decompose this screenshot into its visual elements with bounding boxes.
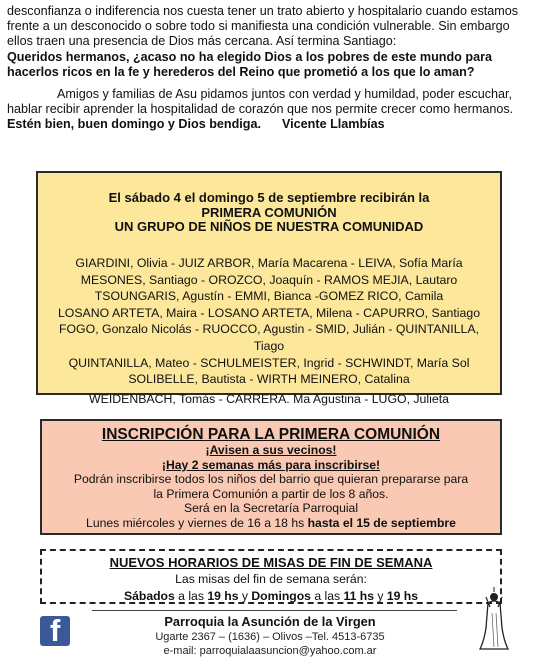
inscription-line-3: Será en la Secretaría Parroquial: [183, 501, 359, 516]
communion-box: [36, 171, 502, 406]
saturday-connector: a las: [178, 588, 204, 603]
names-line: GIARDINI, Olivia - JUIZ ARBOR, María Macarena - LEIVA, Sofía María: [75, 256, 463, 270]
virgin-statue-icon: [474, 583, 514, 653]
footer-divider: [92, 610, 457, 611]
facebook-icon[interactable]: [40, 613, 70, 648]
communion-line-2: PRIMERA COMUNIÓN: [201, 204, 337, 220]
names-line: QUINTANILLA, Mateo - SCHULMEISTER, Ingrid - SCHWINDT, María Sol: [68, 355, 470, 370]
sunday-time-2: 19 hs: [386, 588, 419, 603]
conjunction: y: [377, 588, 384, 603]
names-line: SOLIBELLE, Bautista - WIRTH MEINERO, Catalina: [128, 372, 410, 387]
schedule-times: [42, 588, 500, 605]
schedule-box: [40, 549, 502, 604]
intro-p2-blessing: Estén bien, buen domingo y Dios bendiga.: [7, 117, 261, 132]
sunday-connector: a las: [314, 588, 341, 603]
inscription-deadline: hasta el 15 de septiembre: [307, 515, 456, 530]
intro-paragraph-1: [7, 4, 533, 80]
inscription-line-4: [42, 516, 500, 531]
inscription-subtitle-1: ¡Avisen a sus vecinos!: [205, 443, 337, 457]
signature: Vicente Llambías: [282, 117, 385, 132]
footer: [100, 614, 440, 658]
names-line: MESONES, Santiago - OROZCO, Joaquín - RAMOS MEJIA, Lautaro: [80, 272, 458, 287]
inscription-line-1: Podrán inscribirse todos los niños del barrio que quieran prepararse para: [73, 472, 469, 487]
inscription-box: [40, 419, 502, 535]
names-line: LOSANO ARTETA, Maira - LOSANO ARTETA, Milena - CAPURRO, Santiago: [57, 305, 481, 320]
inscription-title: INSCRIPCIÓN PARA LA PRIMERA COMUNIÓN: [101, 426, 441, 443]
facebook-glyph: f: [50, 613, 61, 648]
communion-header: [38, 191, 500, 235]
names-line: WEIDENBACH, Tomás - CARRERA. Ma Agustina - LUGO, Julieta: [89, 391, 449, 406]
communion-line-3: UN GRUPO DE NIÑOS DE NUESTRA COMUNIDAD: [114, 219, 424, 234]
names-line: TSOUNGARIS, Agustín - EMMI, Bianca -GOMEZ RICO, Camila: [94, 289, 444, 304]
sunday-label: Domingos: [251, 588, 311, 603]
intro-text: [7, 4, 533, 133]
intro-paragraph-2: [7, 87, 533, 133]
schedule-title: NUEVOS HORARIOS DE MISAS DE FIN DE SEMANA: [109, 555, 433, 570]
intro-p2-text: Amigos y familias de Asu pidamos juntos con verdad y humildad, poder escuchar, hablar recibir aprender la hospitalidad de corazón que nos permite crecer como hermanos.: [7, 87, 514, 117]
inscription-subtitle-2: ¡Hay 2 semanas más para inscribirse!: [161, 457, 381, 472]
inscription-hours: Lunes miércoles y viernes de 16 a 18 hs: [86, 515, 305, 530]
schedule-intro: Las misas del fin de semana serán:: [175, 572, 367, 586]
inscription-line-2: la Primera Comunión a partir de los 8 años.: [153, 486, 389, 501]
saturday-label: Sábados: [123, 588, 175, 603]
saturday-time: 19 hs: [207, 588, 239, 603]
parish-email: e-mail: parroquialaasuncion@yahoo.com.ar: [163, 645, 377, 657]
parish-address: Ugarte 2367 – (1636) – Olivos –Tel. 4513-6735: [155, 631, 385, 643]
parish-name: Parroquia la Asunción de la Virgen: [164, 614, 376, 629]
names-line: FOGO, Gonzalo Nicolás - RUOCCO, Agustin - SMID, Julián - QUINTANILLA, Tiago: [58, 322, 480, 353]
communion-names: [46, 255, 492, 407]
intro-p1-quote: Queridos hermanos, ¿acaso no ha elegido Dios a los pobres de este mundo para hacerlos ricos en la fe y herederos del Reino que prometió a los que lo aman?: [7, 49, 492, 79]
conjunction: y: [241, 588, 248, 603]
communion-line-1: El sábado 4 el domingo 5 de septiembre recibirán la: [108, 190, 430, 205]
sunday-time-1: 11 hs: [343, 588, 374, 603]
intro-p1-text: desconfianza o indiferencia nos cuesta tener un trato abierto y hospitalario cuando estamos frente a un desconocido o sobre todo si manifiesta una condición vulnerable. Sin embargo ellos traen una presencia de Dios más cercana. Así termina Santiago:: [7, 4, 519, 49]
